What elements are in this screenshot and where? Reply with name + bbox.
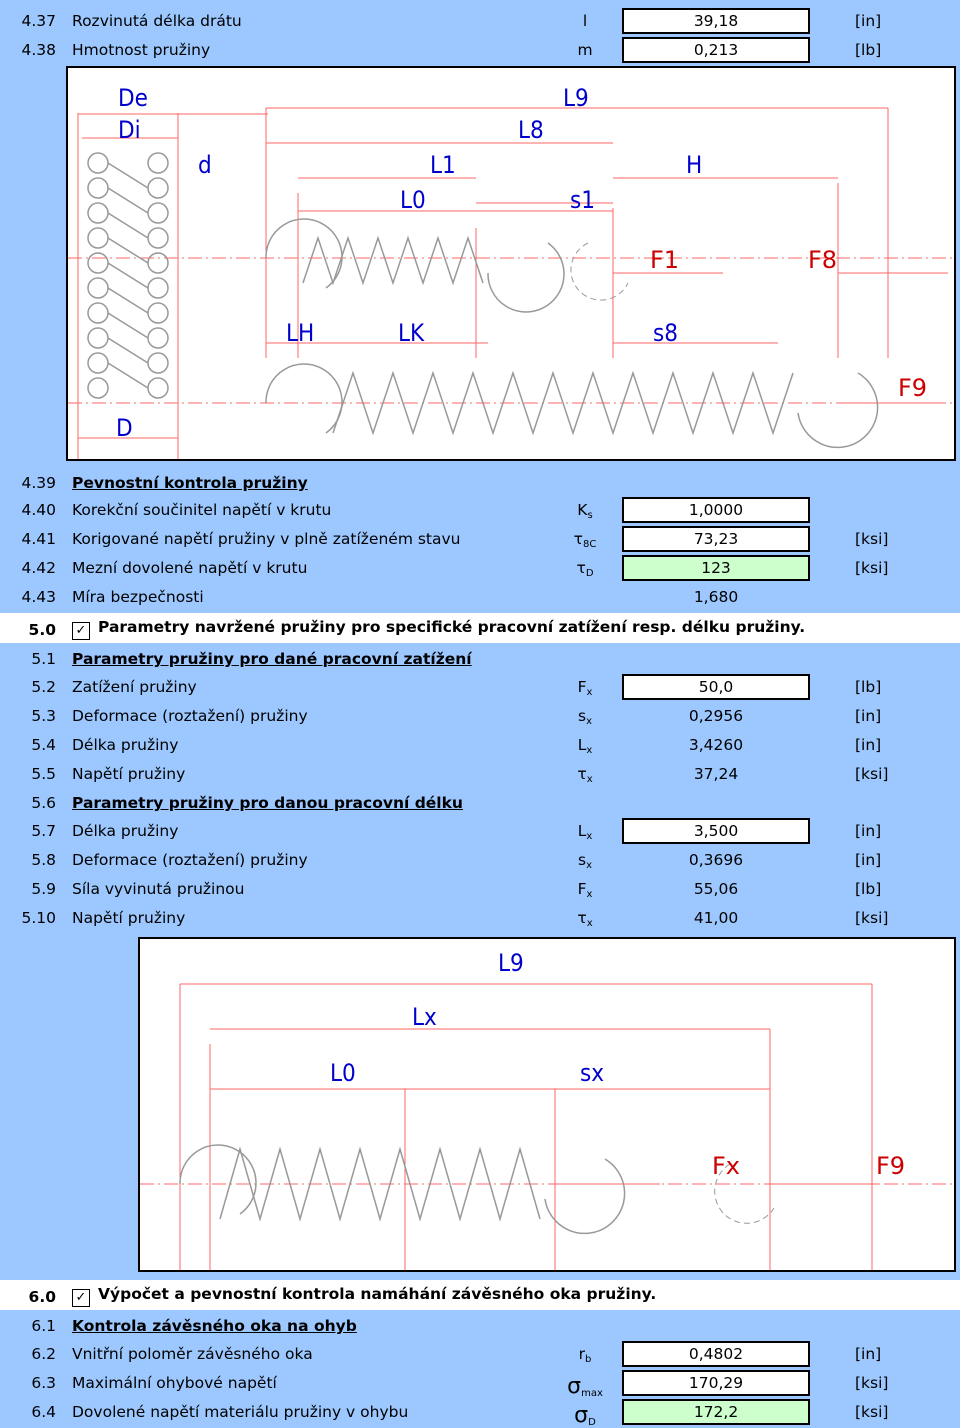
- row-5-8: 5.8 Deformace (roztažení) pružiny $s_x$ 0,3696 [in]: [0, 847, 960, 873]
- row-4-41: 4.41 Korigované napětí pružiny v plně zatíženém stavu $\tau_{8C}$ 73,23 [ksi]: [0, 526, 960, 552]
- section-4-39: 4.39 Pevnostní kontrola pružiny: [21, 474, 308, 492]
- row-6-2: 6.2 Vnitřní poloměr závěsného oka $r_b$ 0,4802 [in]: [0, 1341, 960, 1367]
- label-LK: LK: [398, 319, 425, 347]
- section-6-1: 6.1 Kontrola závěsného oka na ohyb: [31, 1317, 357, 1335]
- row-5-3: 5.3 Deformace (roztažení) pružiny $s_x$ 0,2956 [in]: [0, 703, 960, 729]
- checkbox-6-0[interactable]: ✓: [72, 1289, 90, 1307]
- row-4-42: 4.42 Mezní dovolené napětí v krutu $\tau_D$ 123 [ksi]: [0, 555, 960, 581]
- label-H: H: [686, 151, 703, 179]
- spring-diagram-2: [138, 937, 956, 1272]
- value-cell[interactable]: 1,0000: [622, 497, 810, 523]
- spring-drawing-1: [68, 68, 954, 459]
- label-Lx: Lx: [412, 1003, 437, 1031]
- checkbox-5-0[interactable]: ✓: [72, 622, 90, 640]
- value-cell[interactable]: 73,23: [622, 526, 810, 552]
- value-cell[interactable]: 0,2956: [688, 707, 744, 725]
- value-cell[interactable]: 0,3696: [688, 851, 744, 869]
- section-6-0: 6.0 ✓ Výpočet a pevnostní kontrola namáhání závěsného oka pružiny.: [0, 1280, 960, 1310]
- label-s8: s8: [653, 319, 678, 347]
- row-4-38: 4.38 Hmotnost pružiny m 0,213 [lb]: [0, 37, 960, 63]
- value-cell[interactable]: 3,4260: [688, 736, 744, 754]
- row-5-5: 5.5 Napětí pružiny $\tau_x$ 37,24 [ksi]: [0, 761, 960, 787]
- label-s1: s1: [570, 186, 595, 214]
- label-Di: Di: [118, 116, 141, 144]
- row-5-9: 5.9 Síla vyvinutá pružinou $F_x$ 55,06 [lb]: [0, 876, 960, 902]
- label-D: D: [116, 414, 133, 442]
- label-F1: F1: [650, 246, 680, 274]
- row-6-3: 6.3 Maximální ohybové napětí $\sigma_{max}$ 170,29 [ksi]: [0, 1370, 960, 1396]
- value-cell[interactable]: 41,00: [693, 909, 739, 927]
- label-L0: L0: [330, 1059, 356, 1087]
- row-5-7: 5.7 Délka pružiny $L_x$ 3,500 [in]: [0, 818, 960, 844]
- spring-diagram-1: [66, 66, 956, 461]
- label-d: d: [198, 151, 212, 179]
- value-cell[interactable]: 3,500: [622, 818, 810, 844]
- value-cell[interactable]: 0,213: [622, 37, 810, 63]
- label-F9: F9: [898, 374, 928, 402]
- row-4-40: 4.40 Korekční součinitel napětí v krutu $K_s$ 1,0000: [0, 497, 960, 523]
- section-5-6: 5.6 Parametry pružiny pro danou pracovní délku: [31, 794, 463, 812]
- label-L0: L0: [400, 186, 426, 214]
- label-F9: F9: [876, 1152, 906, 1180]
- value-cell[interactable]: 172,2: [622, 1399, 810, 1425]
- label-L9: L9: [498, 949, 524, 977]
- label-F8: F8: [808, 246, 838, 274]
- row-5-4: 5.4 Délka pružiny $L_x$ 3,4260 [in]: [0, 732, 960, 758]
- value-cell[interactable]: 170,29: [622, 1370, 810, 1396]
- row-6-4: 6.4 Dovolené napětí materiálu pružiny v ohybu $\sigma_D$ 172,2 [ksi]: [0, 1399, 960, 1425]
- label-L9: L9: [563, 84, 589, 112]
- row-4-43: 4.43 Míra bezpečnosti 1,680: [0, 584, 960, 610]
- value-cell[interactable]: 0,4802: [622, 1341, 810, 1367]
- value-cell[interactable]: 1,680: [693, 588, 739, 606]
- section-5-0: 5.0 ✓ Parametry navržené pružiny pro specifické pracovní zatížení resp. délku pružiny.: [0, 613, 960, 643]
- row-4-37: 4.37 Rozvinutá délka drátu l 39,18 [in]: [0, 8, 960, 34]
- label-L1: L1: [430, 151, 456, 179]
- label-sx: sx: [580, 1059, 605, 1087]
- label-Fx: Fx: [712, 1152, 741, 1180]
- label-De: De: [118, 84, 148, 112]
- value-cell[interactable]: 39,18: [622, 8, 810, 34]
- label-L8: L8: [518, 116, 544, 144]
- spring-drawing-2: [140, 939, 954, 1270]
- row-5-10: 5.10 Napětí pružiny $\tau_x$ 41,00 [ksi]: [0, 905, 960, 931]
- value-cell[interactable]: 50,0: [622, 674, 810, 700]
- section-5-1: 5.1 Parametry pružiny pro dané pracovní zatížení: [31, 650, 472, 668]
- value-cell[interactable]: 37,24: [693, 765, 739, 783]
- value-cell[interactable]: 123: [622, 555, 810, 581]
- row-5-2: 5.2 Zatížení pružiny $F_x$ 50,0 [lb]: [0, 674, 960, 700]
- value-cell[interactable]: 55,06: [693, 880, 739, 898]
- label-LH: LH: [286, 319, 315, 347]
